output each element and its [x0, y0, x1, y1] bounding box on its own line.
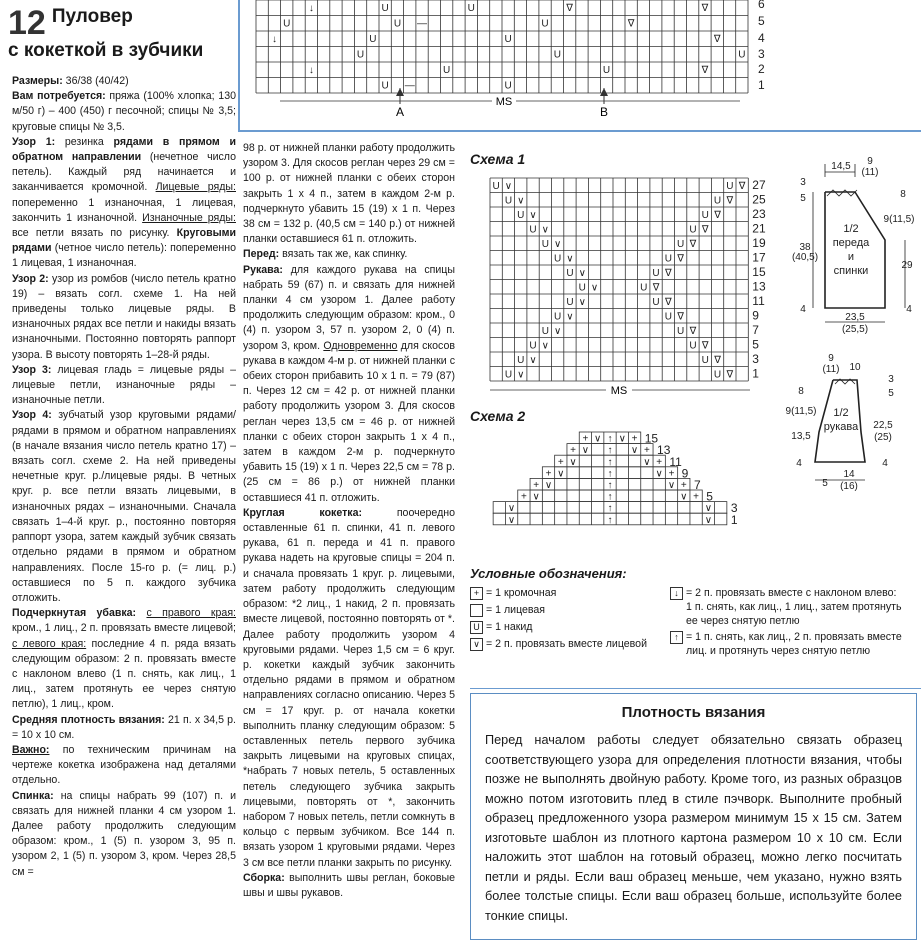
density-box — [470, 693, 917, 940]
important-paragraph: Важно: по техническим причинам на чертеже кокетка изображена над деталями отдельно. — [12, 743, 236, 787]
svg-text:10: 10 — [849, 362, 861, 373]
chart-symbol: ∨ — [704, 503, 713, 515]
top-row-5: 5 — [758, 14, 765, 28]
chart-symbol: ∨ — [655, 468, 663, 480]
density-divider — [470, 688, 921, 689]
chart-symbol: ↑ — [607, 468, 613, 480]
svg-text:14,5: 14,5 — [831, 161, 851, 172]
chart-symbol: U — [381, 3, 389, 14]
chart-symbol: U — [677, 239, 685, 250]
chart-symbol: ∨ — [517, 369, 525, 381]
chart-symbol: U — [566, 268, 574, 279]
chart-symbol: ∨ — [630, 445, 639, 457]
svg-text:13,5: 13,5 — [791, 431, 811, 442]
chart-symbol: ∨ — [581, 445, 590, 457]
chart-symbol: ∨ — [578, 268, 586, 279]
chart-symbol: ∇ — [627, 18, 635, 30]
pattern-1-paragraph: Узор 1: резинка рядами в прямом и обратном направлении (нечетное число петель). Каждый ряд начинается и заканчивается кромочной. Лицевые ряды: попеременно 1 изнаночная, 1 лицевая, закончить 1 изнаночной. Изнаночные ряды: все петли вязать по рисунку. Круговыми рядами (четное число петель): попеременно 1 лицевая, 1 изнаночная. — [12, 135, 237, 270]
chart-symbol: U — [517, 355, 525, 366]
chart-symbol: ∨ — [529, 210, 537, 221]
chart-symbol: U — [652, 268, 660, 279]
chart-symbol: ∨ — [590, 282, 599, 294]
scheme-1-row-number: 15 — [752, 265, 766, 279]
decrease-paragraph: Подчеркнутая убавка: с правого края: кром., 1 лиц., 2 п. провязать вместе лицевой; с левого края: последние 4 п. ряда вязать следующим образом: 2 п. провязать вместе с наклоном влево (1 п. снять, как лиц., 1 лиц., затем протянуть ее через снятую петлю), 1 лиц., кром. — [12, 607, 236, 711]
sk2p-icon: ↑ — [670, 631, 683, 644]
top-row-2: 2 — [758, 62, 765, 76]
scheme-2-row-number: 9 — [681, 466, 689, 481]
pattern-3-paragraph: Узор 3: лицевая гладь = лицевые ряды – лицевые петли, изнаночные ряды – изнаночные петли. — [12, 363, 236, 407]
svg-text:5: 5 — [822, 478, 828, 489]
svg-text:(16): (16) — [840, 481, 858, 492]
scheme-1-row-number: 9 — [752, 308, 759, 323]
scheme-1-row-number: 23 — [752, 207, 766, 221]
chart-symbol: ↑ — [607, 491, 613, 503]
chart-symbol: ∨ — [680, 491, 688, 503]
chart-symbol: U — [554, 311, 562, 323]
chart-symbol: ∇ — [714, 210, 721, 221]
chart-symbol: ∇ — [652, 282, 660, 294]
chart-symbol: U — [652, 297, 660, 308]
pattern-number: 12 — [8, 4, 46, 42]
scheme-2-row-number: 7 — [693, 478, 701, 492]
top-chart — [240, 0, 780, 122]
svg-text:9: 9 — [867, 156, 873, 167]
scheme-1-row-number: 3 — [752, 352, 759, 366]
yarn-over-icon: U — [470, 621, 483, 634]
chart-symbol: ∇ — [713, 34, 721, 45]
scheme-2-chart — [470, 432, 760, 557]
legend-item-knit: = 1 лицевая — [470, 603, 670, 617]
chart-symbol: ∇ — [714, 355, 721, 366]
chart-symbol: ↑ — [607, 433, 613, 445]
scheme-1-row-number: 25 — [752, 192, 766, 207]
svg-text:22,5: 22,5 — [873, 420, 893, 431]
svg-text:38: 38 — [799, 242, 811, 253]
svg-text:спинки: спинки — [833, 265, 869, 277]
chart-symbol: ∨ — [544, 480, 553, 491]
chart-symbol: ∇ — [664, 297, 672, 308]
chart-symbol: U — [529, 340, 537, 352]
svg-text:9(11,5): 9(11,5) — [883, 214, 915, 225]
chart-symbol: ↑ — [607, 480, 613, 491]
scheme-2-row-number: 3 — [730, 501, 738, 516]
chart-symbol: U — [381, 80, 389, 92]
svg-text:14: 14 — [843, 469, 855, 480]
chart-symbol: U — [393, 18, 402, 30]
scheme-2-row-number: 1 — [730, 512, 738, 527]
chart-symbol: ∨ — [643, 456, 651, 468]
legend-item-sk2p: ↑ = 1 п. снять, как лиц., 2 п. провязать вместе — [670, 630, 921, 644]
chart-symbol: ∨ — [517, 195, 525, 207]
chart-symbol: ∨ — [578, 297, 586, 308]
svg-text:3: 3 — [888, 374, 894, 385]
chart-symbol: + — [570, 445, 577, 457]
chart-symbol: U — [553, 49, 561, 61]
scheme-1-row-number: 11 — [752, 294, 765, 308]
body-schematic — [791, 152, 921, 342]
chart-symbol: ∇ — [726, 369, 734, 381]
chart-symbol: U — [541, 18, 549, 30]
svg-text:9: 9 — [828, 353, 834, 364]
chart-symbol: U — [578, 282, 586, 294]
chart-symbol: U — [701, 355, 709, 366]
pattern-2-paragraph: Узор 2: узор из ромбов (число петель кратно 19) – вязать согл. схеме 1. На ней приведены только лицевые ряды. В изнаночных рядах все петли и накиды вязать изнаночными. Постоянно повторять раппорт узора. В высоту повторять 1–28-й ряды. — [12, 272, 236, 361]
scheme-1-ms-label: MS — [610, 385, 628, 397]
chart-symbol: U — [443, 65, 451, 76]
chart-symbol: ∇ — [664, 268, 672, 279]
page-title — [8, 6, 238, 61]
chart-symbol: ∇ — [677, 253, 685, 265]
svg-text:1/2: 1/2 — [833, 407, 849, 419]
chart-symbol: + — [656, 456, 663, 468]
top-row-4: 4 — [758, 31, 765, 45]
chart-symbol: ∨ — [566, 253, 574, 265]
scheme-1-label: Схема 1 — [470, 151, 526, 167]
chart-symbol: + — [533, 480, 540, 491]
yoke-paragraph: Круглая кокетка: поочередно оставленные 61 п. спинки, 41 п. левого рукава, 61 п. переда и 41 п. правого рукава надеть на круговые спицы = 204 п. и сначала провязать 1 круг. р. лицевыми, затем работу продолжить следующим образом: *2 лиц., 1 накид, 2 п. провязать вместе лицевой, постоянно повторять от *. Далее работу продолжить узором 4 круговыми рядами. Через 1,5 см = 6 круг. р. кокетки каждый зубчик закончить отдельно рядами в прямом и обратном направлениях согласно описанию. Через 5 см = 17 круг. р. от начала кокетки выполнить планку следующим образом: 5 оставленных петель первого зубчика закрыть лицевыми на круговых спицах, *набрать 7 новых петель, 5 оставленных петель следующего зубчика закрыть лицевыми, повторять от *, закончить набором 7 новых петель, петли сомкнуть в кольцо с первым зубчиком. Все 144 п. вязать узором 1 круговыми рядами. Через 3 см все петли планки закрыть по рисунку. — [243, 506, 455, 869]
chart-symbol: ∨ — [541, 340, 550, 352]
chart-symbol: ∨ — [704, 514, 713, 526]
chart-symbol: U — [504, 34, 512, 45]
chart-symbol: ∨ — [532, 491, 540, 503]
chart-symbol: ∇ — [677, 311, 685, 323]
chart-symbol: ↑ — [607, 456, 613, 468]
chart-symbol: U — [689, 340, 697, 352]
chart-symbol: U — [541, 239, 549, 250]
legend-right: ↓ = 2 п. провязать вместе с наклоном влево: 1 п. снять, как лиц., 1 лиц., затем протянуть ее через снятую петлю ↑ = 1 п. снять, как лиц., 2 п. провязать вместе лиц. и протянуть через снятую петлю — [670, 586, 921, 658]
svg-text:1/2: 1/2 — [843, 223, 859, 235]
svg-text:4: 4 — [796, 458, 802, 469]
svg-text:3: 3 — [800, 177, 806, 188]
top-row-6: 6 — [758, 0, 765, 11]
chart-symbol: U — [517, 210, 525, 221]
density-text: Перед началом работы следует обязательно связать образец соответствующего узора для определения плотности вязания, чтобы позже не выполнять двойную работу. Кроме того, из разных образцов можно потом изготовить плед в стиле пэчворк. Выполните пробный образец предложенного узора размером минимум 15 х 15 см. Затем изготовьте шаблон из плотного картона размером 10 х 10 см. Если наложить этот шаблон на готовый образец, можно легко посчитать петли и ряды. Если ваш образец меньше, чем указано, нужно взять более толстые спицы. Если ваш образец больше, используйте более тонкие спицы. — [485, 733, 902, 923]
chart-symbol: ∨ — [618, 433, 626, 445]
legend-title: Условные обозначения: — [470, 566, 627, 581]
top-row-1: 1 — [758, 78, 765, 92]
title-line-1: Пуловер — [51, 6, 133, 27]
top-row-3: 3 — [758, 47, 765, 61]
chart-symbol: — — [404, 80, 415, 92]
chart-symbol: U — [541, 326, 549, 337]
chart-symbol: U — [689, 224, 697, 236]
chart-symbol: + — [680, 480, 687, 491]
materials-paragraph: Вам потребуется: пряжа (100% хлопка; 130 м/50 г) – 400 (450) г песочной; спицы № 3,5; круговые спицы № 3,5. — [12, 90, 236, 133]
ssk-icon: ↓ — [670, 587, 683, 600]
knit-stitch-icon — [470, 604, 483, 617]
svg-text:(25,5): (25,5) — [841, 324, 869, 335]
edge-stitch-icon: + — [470, 587, 483, 600]
chart-symbol: U — [602, 65, 611, 76]
chart-symbol: U — [504, 195, 513, 207]
svg-text:29: 29 — [901, 260, 913, 271]
scheme-2-row-number: 11 — [669, 454, 682, 469]
chart-symbol: U — [566, 297, 574, 308]
chart-symbol: + — [693, 491, 700, 503]
sleeve-schematic — [785, 352, 921, 497]
chart-symbol: ∨ — [569, 456, 577, 468]
svg-text:4: 4 — [906, 304, 912, 315]
svg-text:4: 4 — [882, 458, 888, 469]
instructions-column-2 — [243, 141, 455, 901]
gauge-paragraph: Средняя плотность вязания: 21 п. х 34,5 р. = 10 х 10 см. — [12, 713, 236, 741]
scheme-2-row-number: 15 — [644, 431, 659, 446]
svg-text:рукава: рукава — [823, 421, 859, 433]
chart-symbol: ∨ — [553, 326, 562, 337]
svg-text:(25): (25) — [874, 432, 892, 443]
scheme-1-row-number: 7 — [752, 323, 759, 337]
chart-symbol: + — [668, 468, 675, 480]
chart-symbol: ∨ — [557, 468, 565, 480]
chart-symbol: ∨ — [594, 433, 602, 445]
chart-symbol: U — [640, 282, 648, 294]
chart-symbol: U — [492, 181, 500, 192]
svg-text:8: 8 — [900, 189, 906, 200]
marker-b: B — [599, 105, 609, 119]
svg-text:(40,5): (40,5) — [791, 252, 819, 263]
svg-text:(11): (11) — [822, 364, 840, 375]
scheme-1-row-number: 1 — [752, 366, 759, 381]
back-paragraph: Спинка: на спицы набрать 99 (107) п. и связать для нижней планки 4 см узором 1. Далее работу продолжить следующим образом: кром., 1 (5) п. узором 3, 95 п. узором 2, 1 (5) п. узором 3, кром. Через 28,5 см = — [12, 789, 236, 878]
chart-symbol: U — [356, 49, 365, 61]
chart-divider — [238, 130, 921, 132]
chart-symbol: U — [664, 253, 672, 265]
scheme-1-row-number: 27 — [752, 178, 766, 192]
chart-symbol: ∇ — [738, 181, 746, 192]
chart-symbol: ∨ — [507, 503, 516, 515]
scheme-2-label: Схема 2 — [470, 408, 526, 424]
chart-symbol: ∇ — [701, 3, 709, 14]
density-title: Плотность вязания — [621, 704, 766, 721]
chart-symbol: ↓ — [308, 65, 314, 76]
chart-symbol: + — [557, 456, 564, 468]
scheme-1-row-number: 17 — [752, 250, 766, 265]
chart-symbol: + — [545, 468, 552, 480]
legend-item-edge: + = 1 кромочная — [470, 586, 670, 600]
marker-a: A — [395, 105, 405, 119]
chart-symbol: — — [417, 18, 428, 30]
front-paragraph: Перед: вязать так же, как спинку. — [243, 248, 408, 261]
chart-symbol: ∇ — [701, 340, 709, 352]
svg-text:(11): (11) — [861, 167, 879, 178]
chart-symbol: + — [631, 433, 638, 445]
chart-symbol: ∇ — [701, 65, 709, 76]
chart-symbol: U — [726, 181, 734, 192]
chart-symbol: U — [283, 18, 291, 30]
chart-symbol: ∨ — [507, 514, 516, 526]
scheme-1-row-number: 13 — [752, 279, 766, 294]
chart-symbol: U — [554, 253, 562, 265]
top-ms-label: MS — [495, 96, 513, 108]
chart-symbol: ∨ — [566, 311, 574, 323]
chart-symbol: U — [529, 224, 537, 236]
chart-symbol: U — [504, 369, 513, 381]
svg-text:9(11,5): 9(11,5) — [785, 406, 817, 417]
svg-text:5: 5 — [800, 193, 806, 204]
chart-symbol: U — [664, 311, 672, 323]
chart-symbol: U — [467, 3, 475, 14]
k2tog-icon: ∨ — [470, 638, 483, 651]
chart-symbol: ↑ — [607, 445, 613, 457]
assembly-paragraph: Сборка: выполнить швы реглан, боковые швы и швы рукавов. — [243, 871, 455, 899]
chart-symbol: ∇ — [689, 326, 697, 337]
chart-symbol: ↓ — [308, 3, 314, 14]
chart-symbol: ∨ — [529, 355, 537, 366]
scheme-1-chart — [470, 172, 780, 402]
chart-symbol: U — [369, 34, 377, 45]
chart-symbol: U — [738, 49, 746, 61]
chart-symbol: + — [582, 433, 589, 445]
legend-item-yarnover: U = 1 накид — [470, 620, 670, 634]
svg-text:23,5: 23,5 — [845, 312, 865, 323]
chart-symbol: ↑ — [607, 514, 613, 526]
chart-symbol: ∨ — [553, 239, 562, 250]
chart-symbol: ∨ — [541, 224, 550, 236]
chart-symbol: ∇ — [726, 195, 734, 207]
chart-symbol: U — [713, 369, 722, 381]
chart-symbol: ∇ — [689, 239, 697, 250]
chart-symbol: ∇ — [566, 3, 574, 14]
chart-symbol: U — [504, 80, 512, 92]
chart-symbol: ∨ — [667, 480, 676, 491]
svg-text:8: 8 — [798, 386, 804, 397]
pattern-4-paragraph: Узор 4: зубчатый узор круговыми рядами/рядами в прямом и обратном направлениях (в начале вязания число петель кратно 17) – вязать согл. схеме 2. На ней приведены нечетные круг. р./лицевые ряды. В четных круг. р. все петли вязать лицевыми, в изнаночных рядах – изнаночными. Сначала связать 1–4-й круг. р., постоянно повторяя раппорт узора, затем каждый зубчик связать отдельно рядами в прямом и обратном направлениях. После 15-го р. (= лиц. р.) оставшиеся по 5 п. каждого зубчика отложить. — [12, 409, 236, 604]
scheme-2-row-number: 13 — [657, 443, 671, 458]
chart-symbol: ↓ — [271, 34, 277, 45]
scheme-1-row-number: 19 — [752, 236, 766, 250]
legend-item-k2tog: ∨ = 2 п. провязать вместе лицевой — [470, 637, 670, 651]
scheme-1-row-number: 5 — [752, 337, 759, 352]
sizes-paragraph: Размеры: 36/38 (40/42) — [12, 75, 129, 87]
chart-symbol: + — [643, 445, 650, 457]
back-continued-paragraph: 98 р. от нижней планки работу продолжить узором 3. Для скосов реглан через 29 см = 100 р. от нижней планки с обеих сторон закрыть 1 х 4 п., затем в каждом 2-м р. подчеркнуто убавить 15 (19) х 1 п. Через 38 см = 132 р. (40,5 см = 140 р.) от нижней планки оставшиеся 61 п. отложить. — [243, 142, 455, 246]
chart-symbol: U — [713, 195, 722, 207]
legend-item-ssk: ↓ = 2 п. провязать вместе с наклоном влево: — [670, 586, 921, 600]
chart-symbol: + — [520, 491, 527, 503]
svg-text:4: 4 — [800, 304, 806, 315]
chart-symbol: ∇ — [701, 224, 709, 236]
svg-text:переда: переда — [832, 237, 870, 249]
scheme-2-row-number: 5 — [706, 489, 713, 504]
chart-symbol: ↑ — [607, 503, 613, 515]
legend-left — [470, 586, 670, 651]
title-line-2: с кокеткой в зубчики — [8, 40, 204, 61]
svg-text:5: 5 — [888, 388, 894, 399]
sleeves-paragraph: Рукава: для каждого рукава на спицы набрать 59 (67) п. и связать для нижней планки 4 см узором 1. Далее работу продолжить следующим образом: кром., 0 (4) п. узором 3, 57 п. узором 2, 0 (4) п. узором 3, кром. Одновременно для скосов рукава в каждом 4-м р. от нижней планки с обеих сторон прибавить 10 х 1 п. = 79 (87) п. Через 12 см = 42 р. от нижней планки работу продолжить узором 3. Для скосов реглан через 13,5 см = 46 р. от нижней планки с обеих сторон закрыть 1 х 4 п., затем в каждом 2-м р. подчеркнуто убавить 15 (19) х 1 п. Через 22,5 см = 78 р. (25 см = 86 р.) от нижней планки оставшиеся 41 п. отложить. — [243, 263, 455, 504]
chart-symbol: U — [701, 210, 709, 221]
scheme-1-row-number: 21 — [752, 221, 766, 236]
chart-symbol: ∨ — [504, 181, 513, 192]
svg-text:и: и — [847, 251, 855, 263]
instructions-column-1 — [12, 74, 236, 880]
chart-symbol: U — [677, 326, 685, 337]
